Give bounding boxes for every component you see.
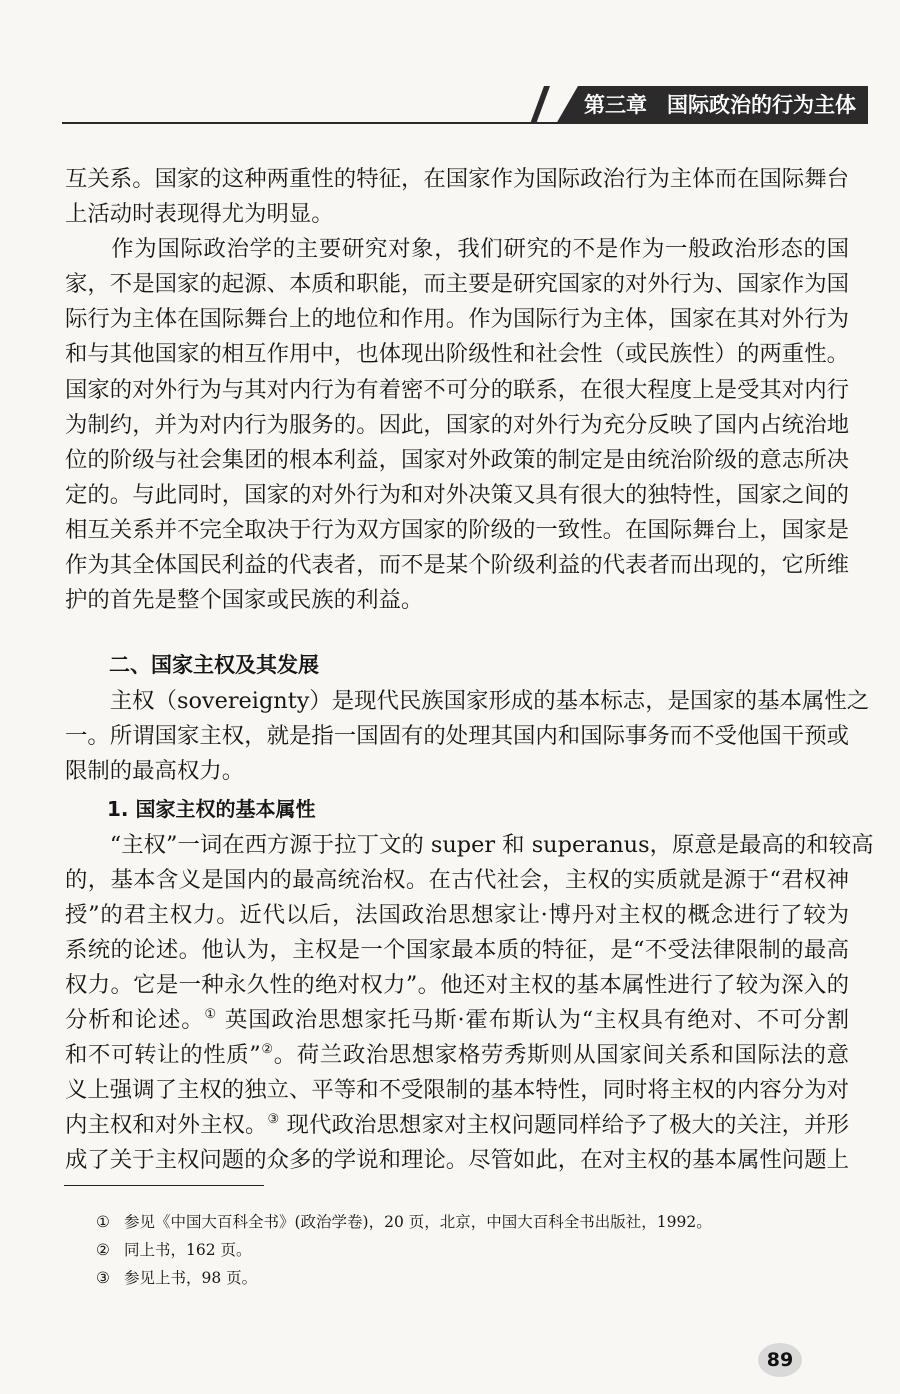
text-line: 限制的最高权力。 <box>65 758 245 785</box>
text-line: 家，不是国家的起源、本质和职能，而主要是研究国家的对外行为、国家作为国 <box>65 271 849 298</box>
text-fragment: 内主权和对外主权。 <box>65 1112 268 1139</box>
footnote-mark: ③ <box>96 1269 110 1287</box>
footnotes <box>96 1208 712 1292</box>
text-line: 定的。与此同时，国家的对外行为和对外决策又具有很大的独特性，国家之间的 <box>65 481 849 508</box>
paragraph-1 <box>65 162 849 232</box>
text-fragment: 英国政治思想家托马斯·霍布斯认为“主权具有绝对、不可分割 <box>225 1006 849 1033</box>
text-line: 位的阶级与社会集团的根本利益，国家对外政策的制定是由统治阶级的意志所决 <box>65 446 849 473</box>
footnote-item <box>96 1208 712 1236</box>
text-line: 国家的对外行为与其对内行为有着密不可分的联系，在很大程度上是受其对内行 <box>65 376 849 403</box>
footnote-item <box>96 1236 712 1264</box>
text-line: 的，基本含义是国内的最高统治权。在古代社会，主权的实质就是源于“君权神 <box>65 866 849 893</box>
text-line: 作为国际政治学的主要研究对象，我们研究的不是作为一般政治形态的国 <box>65 236 849 263</box>
paragraph-3 <box>65 684 870 789</box>
text-line: 上活动时表现得尤为明显。 <box>65 201 334 228</box>
footnote-ref-3[interactable]: ③ <box>267 1112 280 1128</box>
text-fragment: 和不可转让的性质” <box>65 1042 261 1069</box>
text-line: 授”的君主权力。近代以后，法国政治思想家让·博丹对主权的概念进行了较为 <box>65 901 849 928</box>
page-number: 89 <box>758 1343 802 1377</box>
text-line: 义上强调了主权的独立、平等和不受限制的基本特性，同时将主权的内容分为对 <box>65 1077 849 1104</box>
chapter-title: 国际政治的行为主体 <box>667 93 856 117</box>
text-line: 和与其他国家的相互作用中，也体现出阶级性和社会性（或民族性）的两重性。 <box>65 341 849 368</box>
text-line: 为制约，并为对内行为服务的。因此，国家的对外行为充分反映了国内占统治地 <box>65 411 849 438</box>
text-line: 成了关于主权问题的众多的学说和理论。尽管如此，在对主权的基本属性问题上 <box>65 1147 849 1174</box>
section-heading: 二、国家主权及其发展 <box>109 653 319 678</box>
text-line: 系统的论述。他认为，主权是一个国家最本质的特征，是“不受法律限制的最高 <box>65 936 849 963</box>
footnote-text: 参见上书，98 页。 <box>124 1269 258 1287</box>
footnote-mark: ① <box>96 1213 110 1231</box>
running-header <box>584 88 856 122</box>
text-fragment: 。荷兰政治思想家格劳秀斯则从国家间关系和国际法的意 <box>273 1042 849 1069</box>
text-line: 相互关系并不完全取决于行为双方国家的阶级的一致性。在国际舞台上，国家是 <box>65 516 849 543</box>
text-line: “主权”一词在西方源于拉丁文的 super 和 superanus，原意是最高的和较高 <box>65 831 874 858</box>
text-line: 主权（sovereignty）是现代民族国家形成的基本标志，是国家的基本属性之 <box>65 688 870 715</box>
subsection-heading: 1. 国家主权的基本属性 <box>107 796 316 821</box>
paragraph-2 <box>65 232 849 618</box>
footnote-mark: ② <box>96 1241 110 1259</box>
footnote-text: 同上书，162 页。 <box>124 1241 252 1259</box>
text-line <box>65 1108 849 1143</box>
footnote-item <box>96 1264 712 1292</box>
footnote-rule <box>64 1185 264 1186</box>
footnote-ref-1[interactable]: ① <box>204 1006 218 1022</box>
text-line: 权力。它是一种永久性的绝对权力”。他还对主权的基本属性进行了较为深入的 <box>65 971 849 998</box>
text-line <box>65 1003 849 1038</box>
text-line: 互关系。国家的这种两重性的特征，在国家作为国际政治行为主体而在国际舞台 <box>65 166 849 192</box>
text-line: 护的首先是整个国家或民族的利益。 <box>65 587 424 614</box>
text-fragment: 分析和论述。 <box>65 1006 205 1033</box>
chapter-number: 第三章 <box>584 93 647 117</box>
text-line: 一。所谓国家主权，就是指一国固有的处理其国内和国际事务而不受他国干预或 <box>65 723 849 750</box>
footnote-ref-2[interactable]: ② <box>260 1042 274 1058</box>
page-body <box>65 162 874 1178</box>
paragraph-4 <box>65 828 874 1179</box>
text-fragment: 现代政治思想家对主权问题同样给予了极大的关注，并形 <box>286 1112 850 1139</box>
header-slash-decoration <box>530 86 550 124</box>
text-line: 作为其全体国民利益的代表者，而不是某个阶级利益的代表者而出现的，它所维 <box>65 552 849 579</box>
text-line: 际行为主体在国际舞台上的地位和作用。作为国际行为主体，国家在其对外行为 <box>65 306 849 333</box>
footnote-text: 参见《中国大百科全书》(政治学卷)，20 页，北京，中国大百科全书出版社，1992。 <box>124 1213 712 1231</box>
text-line <box>65 1038 849 1073</box>
